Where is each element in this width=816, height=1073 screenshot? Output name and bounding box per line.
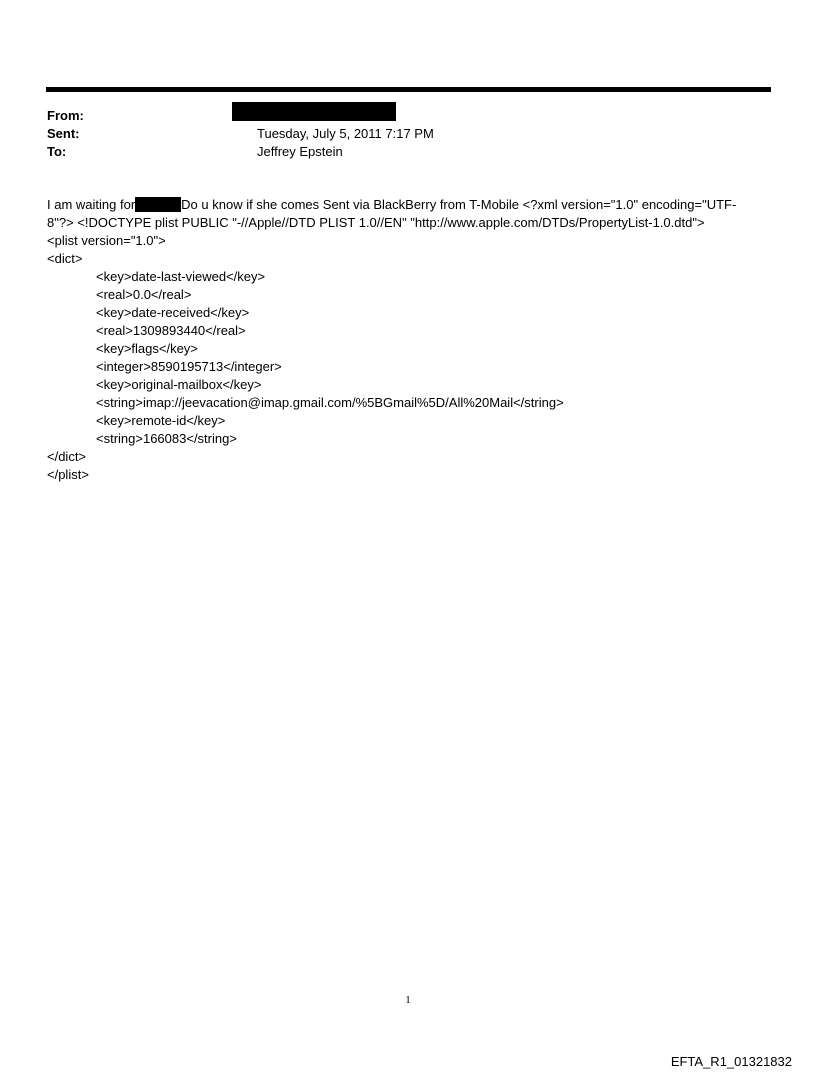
plist-close: </plist> — [47, 467, 89, 482]
page-number: 1 — [405, 994, 411, 1006]
sent-label: Sent: — [47, 126, 80, 141]
dict-line: <string>166083</string> — [96, 431, 237, 446]
dict-line: <key>original-mailbox</key> — [96, 377, 262, 392]
dict-line: <key>date-received</key> — [96, 305, 250, 320]
header-rule — [46, 87, 771, 92]
dict-line: <key>flags</key> — [96, 341, 198, 356]
to-value: Jeffrey Epstein — [257, 144, 343, 159]
dict-open: <dict> — [47, 251, 83, 266]
sent-value: Tuesday, July 5, 2011 7:17 PM — [257, 126, 434, 141]
bates-number: EFTA_R1_01321832 — [670, 1054, 792, 1069]
dict-line: <real>0.0</real> — [96, 287, 192, 302]
dict-line: <key>remote-id</key> — [96, 413, 226, 428]
email-body — [47, 196, 771, 484]
dict-line: <integer>8590195713</integer> — [96, 359, 282, 374]
from-redaction — [232, 102, 396, 121]
from-label: From: — [47, 108, 84, 123]
body-line-1 — [47, 196, 771, 214]
plist-open: <plist version="1.0"> — [47, 233, 166, 248]
dict-line: <key>date-last-viewed</key> — [96, 269, 266, 284]
to-label: To: — [47, 144, 67, 159]
body-line-1-start: I am waiting for — [47, 197, 136, 212]
body-line-2: 8"?> <!DOCTYPE plist PUBLIC "-//Apple//DTD PLIST 1.0//EN" "http://www.apple.com/DTDs/PropertyList-1.0.dtd"> — [47, 215, 705, 230]
body-line-1-end: Do u know if she comes Sent via BlackBerry from T-Mobile <?xml version="1.0" encoding="UTF- — [181, 197, 737, 212]
body-redaction — [135, 197, 181, 212]
dict-line: <string>imap://jeevacation@imap.gmail.com/%5BGmail%5D/All%20Mail</string> — [96, 395, 564, 410]
dict-close: </dict> — [47, 449, 87, 464]
dict-line: <real>1309893440</real> — [96, 323, 246, 338]
